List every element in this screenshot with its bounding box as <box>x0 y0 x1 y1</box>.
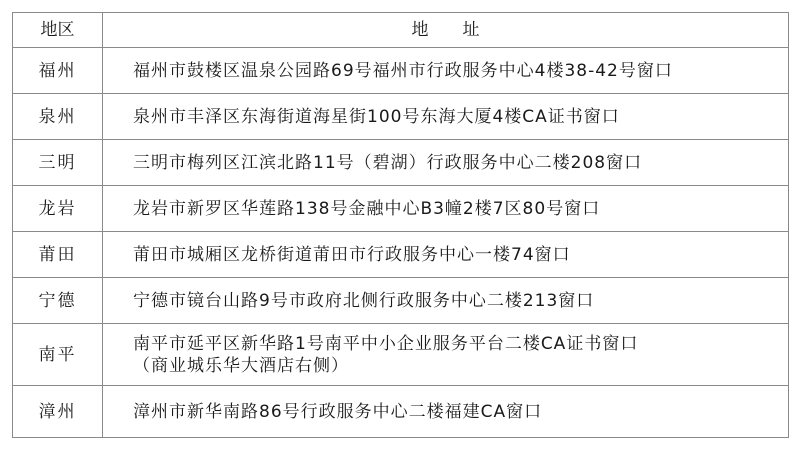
region-cell: 龙岩 <box>13 186 103 232</box>
table-row <box>13 140 789 186</box>
address-cell <box>103 48 789 94</box>
address-line: 漳州市新华南路86号行政服务中心二楼福建CA窗口 <box>133 401 543 422</box>
address-line: 三明市梅列区江滨北路11号（碧湖）行政服务中心二楼208窗口 <box>133 152 643 173</box>
table-row <box>13 278 789 324</box>
table-row <box>13 94 789 140</box>
table-row <box>13 386 789 438</box>
region-cell: 南平 <box>13 324 103 386</box>
table-header-row <box>13 13 789 48</box>
address-cell <box>103 324 789 386</box>
region-cell: 泉州 <box>13 94 103 140</box>
region-cell: 漳州 <box>13 386 103 438</box>
address-cell <box>103 386 789 438</box>
service-window-table-container <box>12 12 788 438</box>
table-row <box>13 186 789 232</box>
header-address: 地址 <box>103 13 789 48</box>
table-row <box>13 48 789 94</box>
table-row <box>13 232 789 278</box>
table-row <box>13 324 789 386</box>
address-cell <box>103 140 789 186</box>
address-cell <box>103 232 789 278</box>
address-line: 龙岩市新罗区华莲路138号金融中心B3幢2楼7区80号窗口 <box>133 198 601 219</box>
address-cell <box>103 94 789 140</box>
address-line: 南平市延平区新华路1号南平中小企业服务平台二楼CA证书窗口 <box>133 333 639 354</box>
address-cell <box>103 278 789 324</box>
region-cell: 福州 <box>13 48 103 94</box>
address-line: 福州市鼓楼区温泉公园路69号福州市行政服务中心4楼38-42号窗口 <box>133 60 673 81</box>
address-line: 泉州市丰泽区东海街道海星街100号东海大厦4楼CA证书窗口 <box>133 106 620 127</box>
header-region: 地区 <box>13 13 103 48</box>
region-cell: 莆田 <box>13 232 103 278</box>
region-cell: 宁德 <box>13 278 103 324</box>
address-line: 莆田市城厢区龙桥街道莆田市行政服务中心一楼74窗口 <box>133 244 571 265</box>
region-cell: 三明 <box>13 140 103 186</box>
service-window-table <box>12 12 789 438</box>
address-line: 宁德市镜台山路9号市政府北侧行政服务中心二楼213窗口 <box>133 290 595 311</box>
address-line: （商业城乐华大酒店右侧） <box>133 355 349 376</box>
address-cell <box>103 186 789 232</box>
